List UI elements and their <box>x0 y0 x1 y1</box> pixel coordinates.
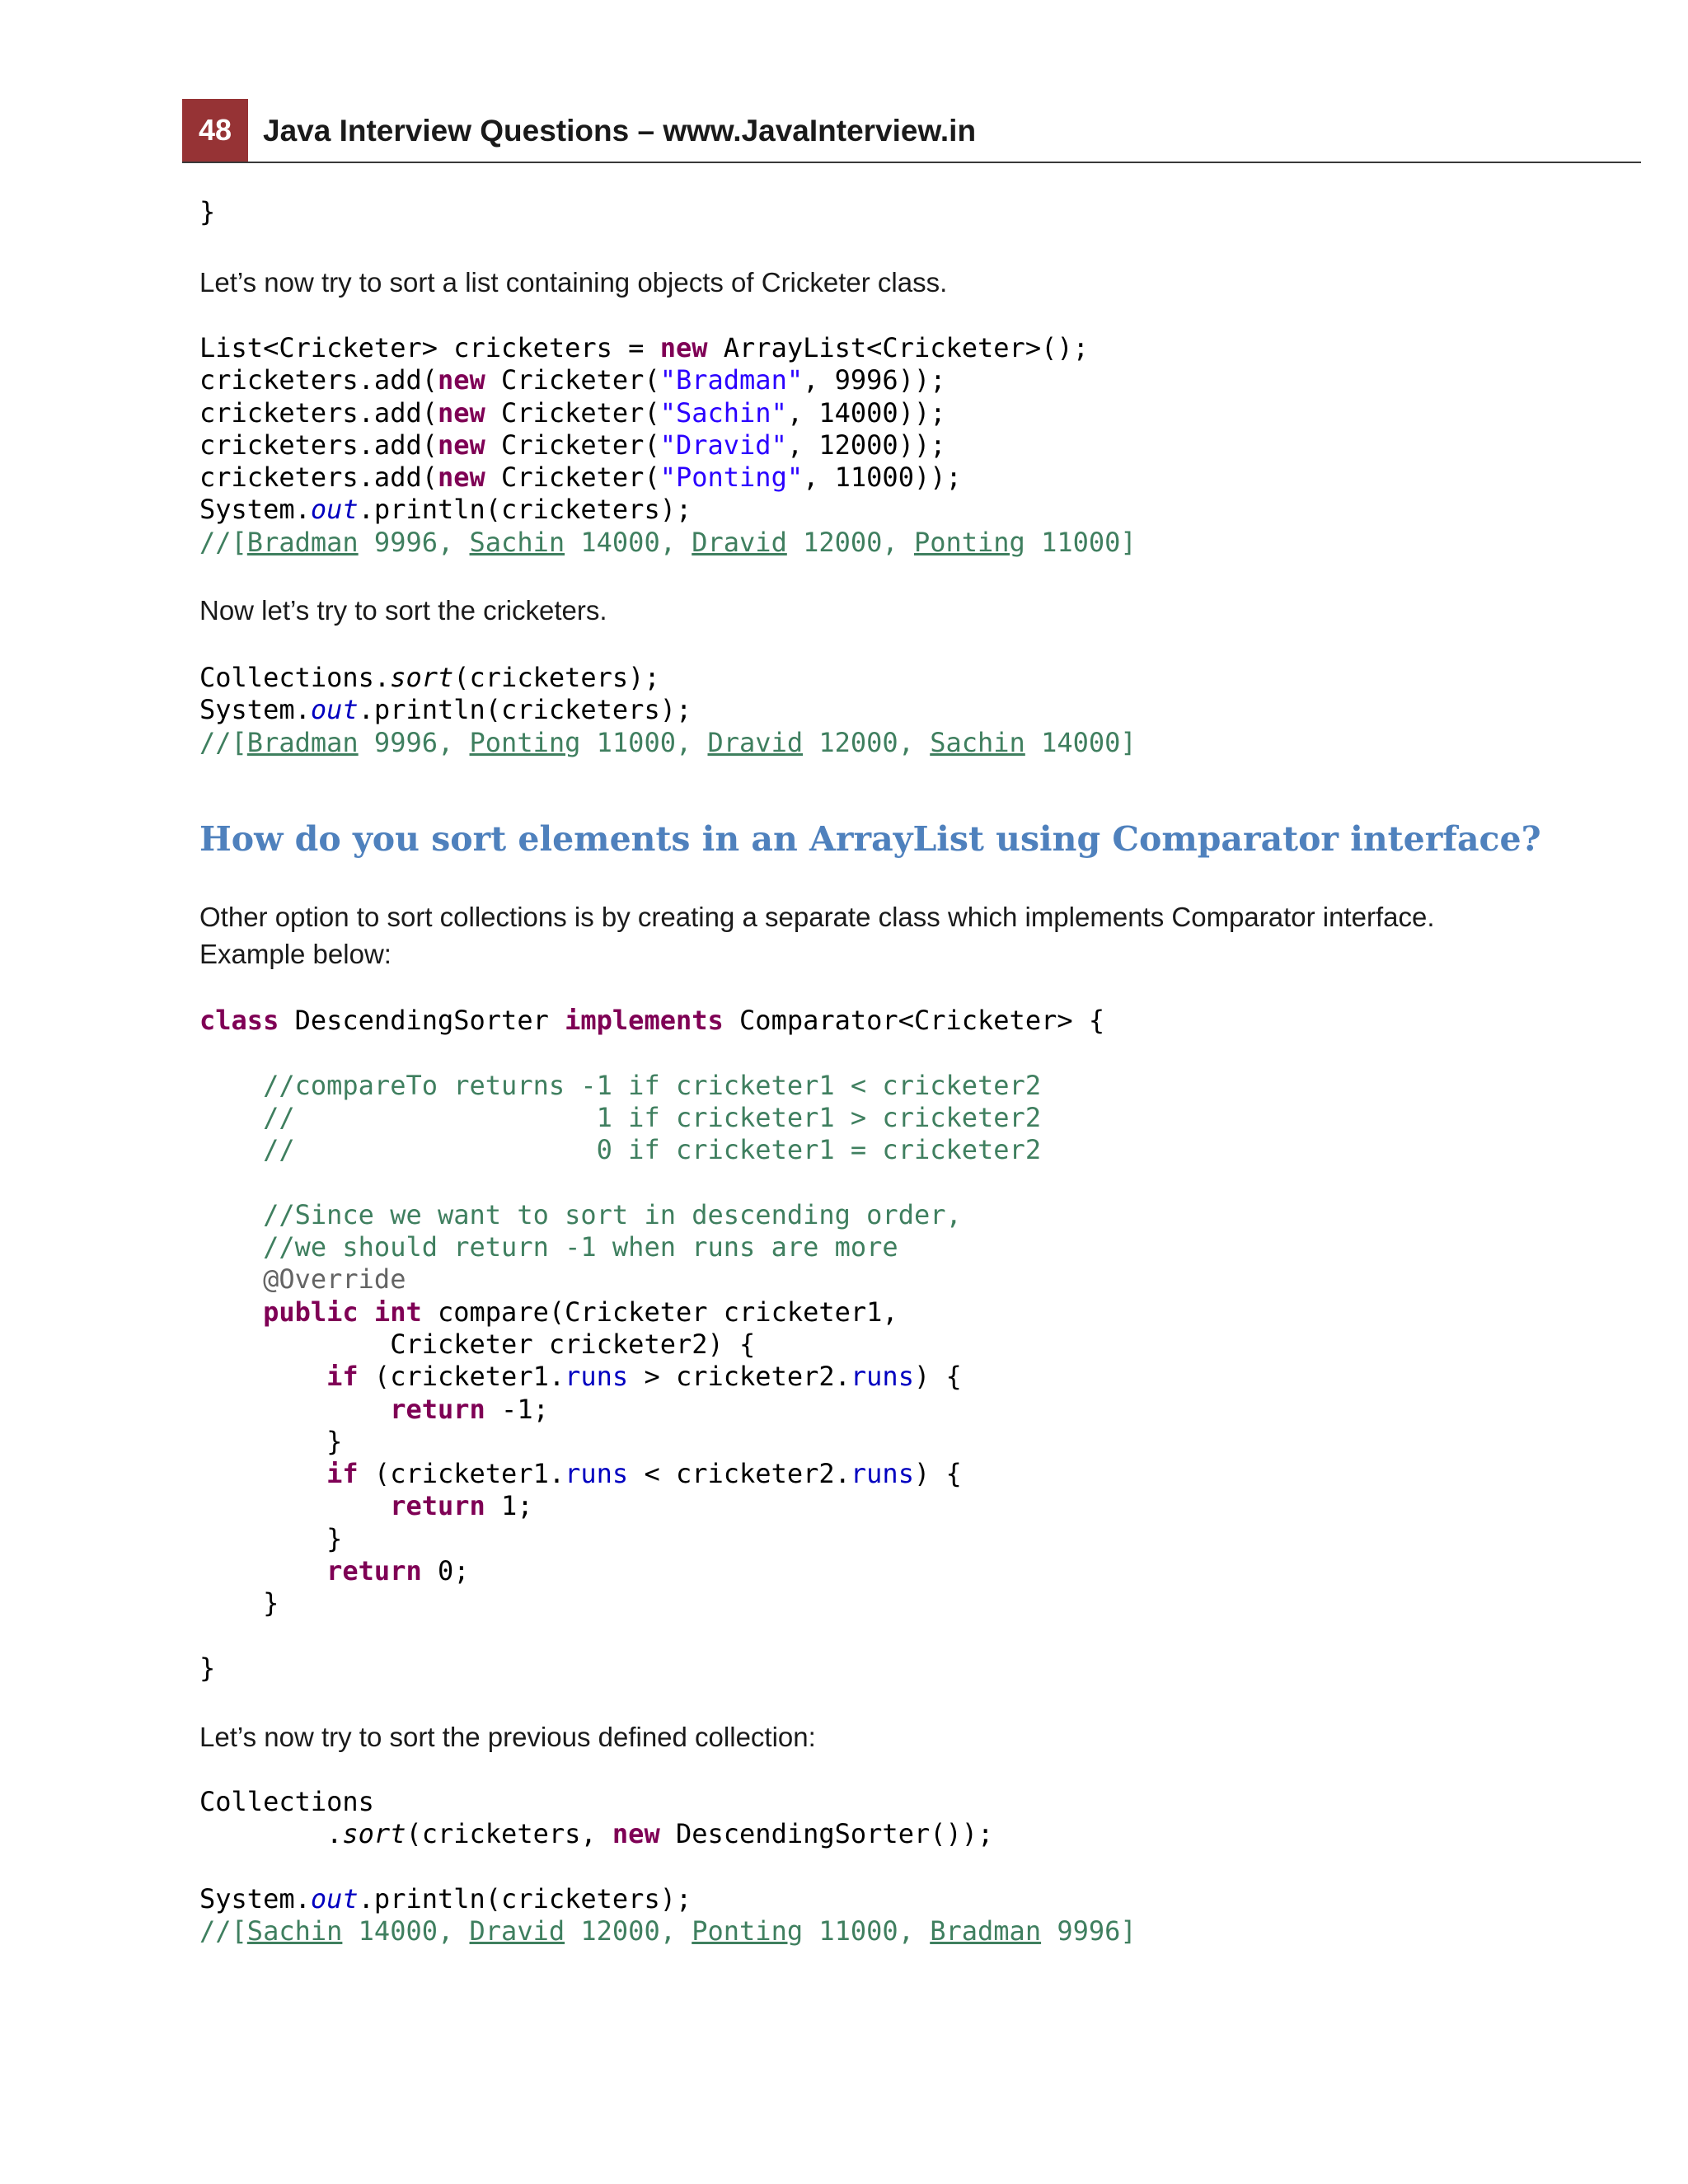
paragraph-comparator-line1: Other option to sort collections is by creating a separate class which implements Comparator interface. <box>199 902 1435 932</box>
code-block-closing-brace <box>199 196 215 228</box>
code-line: cricketers.add(new Cricketer("Dravid", 12000)); <box>199 429 946 461</box>
code-line: } <box>199 196 216 227</box>
code-line: // 0 if cricketer1 = cricketer2 <box>263 1134 1042 1166</box>
paragraph-sort-cricketers: Now let’s try to sort the cricketers. <box>199 595 607 626</box>
code-line: System.out.println(cricketers); <box>199 1882 692 1915</box>
code-line: .sort(cricketers, new DescendingSorter()); <box>199 1818 994 1850</box>
paragraph-sort-intro: Let’s now try to sort a list containing objects of Cricketer class. <box>199 267 948 298</box>
code-line: if (cricketer1.runs > cricketer2.runs) { <box>326 1361 962 1393</box>
code-line: public int compare(Cricketer cricketer1, <box>263 1296 898 1328</box>
code-line: class DescendingSorter implements Comparator<Cricketer> { <box>199 1005 1105 1036</box>
code-line: return 1; <box>390 1490 533 1522</box>
code-line: // 1 if cricketer1 > cricketer2 <box>263 1101 1042 1133</box>
code-line: return -1; <box>390 1393 549 1425</box>
code-line: //[Sachin 14000, Dravid 12000, Ponting 11000, Bradman 9996] <box>199 1915 1137 1947</box>
code-block-descending-sorter <box>199 1005 1104 1685</box>
code-line: Collections.sort(cricketers); <box>199 662 660 693</box>
code-line: } <box>199 1587 279 1619</box>
code-block-collections-sort <box>199 662 1137 759</box>
code-line: if (cricketer1.runs < cricketer2.runs) { <box>326 1458 962 1490</box>
page-number: 48 <box>182 99 248 162</box>
code-line: cricketers.add(new Cricketer("Ponting", 11000)); <box>199 462 962 494</box>
section-heading: How do you sort elements in an ArrayList using Comparator interface? <box>199 819 1541 859</box>
code-line: } <box>199 1425 343 1457</box>
code-line: //[Bradman 9996, Sachin 14000, Dravid 12000, Ponting 11000] <box>199 526 1137 558</box>
code-line: System.out.println(cricketers); <box>199 494 692 526</box>
code-line: Cricketer cricketer2) { <box>199 1328 756 1360</box>
code-line: //[Bradman 9996, Ponting 11000, Dravid 12000, Sachin 14000] <box>199 726 1137 758</box>
paragraph-sort-previous: Let’s now try to sort the previous defined collection: <box>199 1722 816 1752</box>
code-line: //we should return -1 when runs are more <box>263 1231 898 1263</box>
code-line: //Since we want to sort in descending order, <box>263 1198 962 1230</box>
code-line: return 0; <box>326 1555 470 1587</box>
code-block-list-setup <box>199 332 1137 559</box>
code-line: //compareTo returns -1 if cricketer1 < cricketer2 <box>263 1069 1042 1101</box>
paragraph-comparator-line2: Example below: <box>199 939 392 969</box>
page-header <box>182 99 1641 163</box>
code-line: List<Cricketer> cricketers = new ArrayList<Cricketer>(); <box>199 332 1089 363</box>
code-line <box>199 1620 1104 1652</box>
code-line: Collections <box>199 1786 374 1817</box>
code-line: cricketers.add(new Cricketer("Bradman", 9996)); <box>199 364 946 396</box>
code-line: System.out.println(cricketers); <box>199 694 692 726</box>
code-line: } <box>199 1522 343 1554</box>
code-line <box>199 1851 1137 1883</box>
code-line <box>199 1037 1104 1069</box>
code-line: } <box>199 1652 216 1684</box>
header-title: Java Interview Questions – www.JavaInterview.in <box>263 114 977 148</box>
code-line: cricketers.add(new Cricketer("Sachin", 14000)); <box>199 396 946 429</box>
code-block-descending-sort <box>199 1786 1137 1947</box>
code-line: @Override <box>263 1263 406 1296</box>
code-line <box>199 1166 1104 1198</box>
